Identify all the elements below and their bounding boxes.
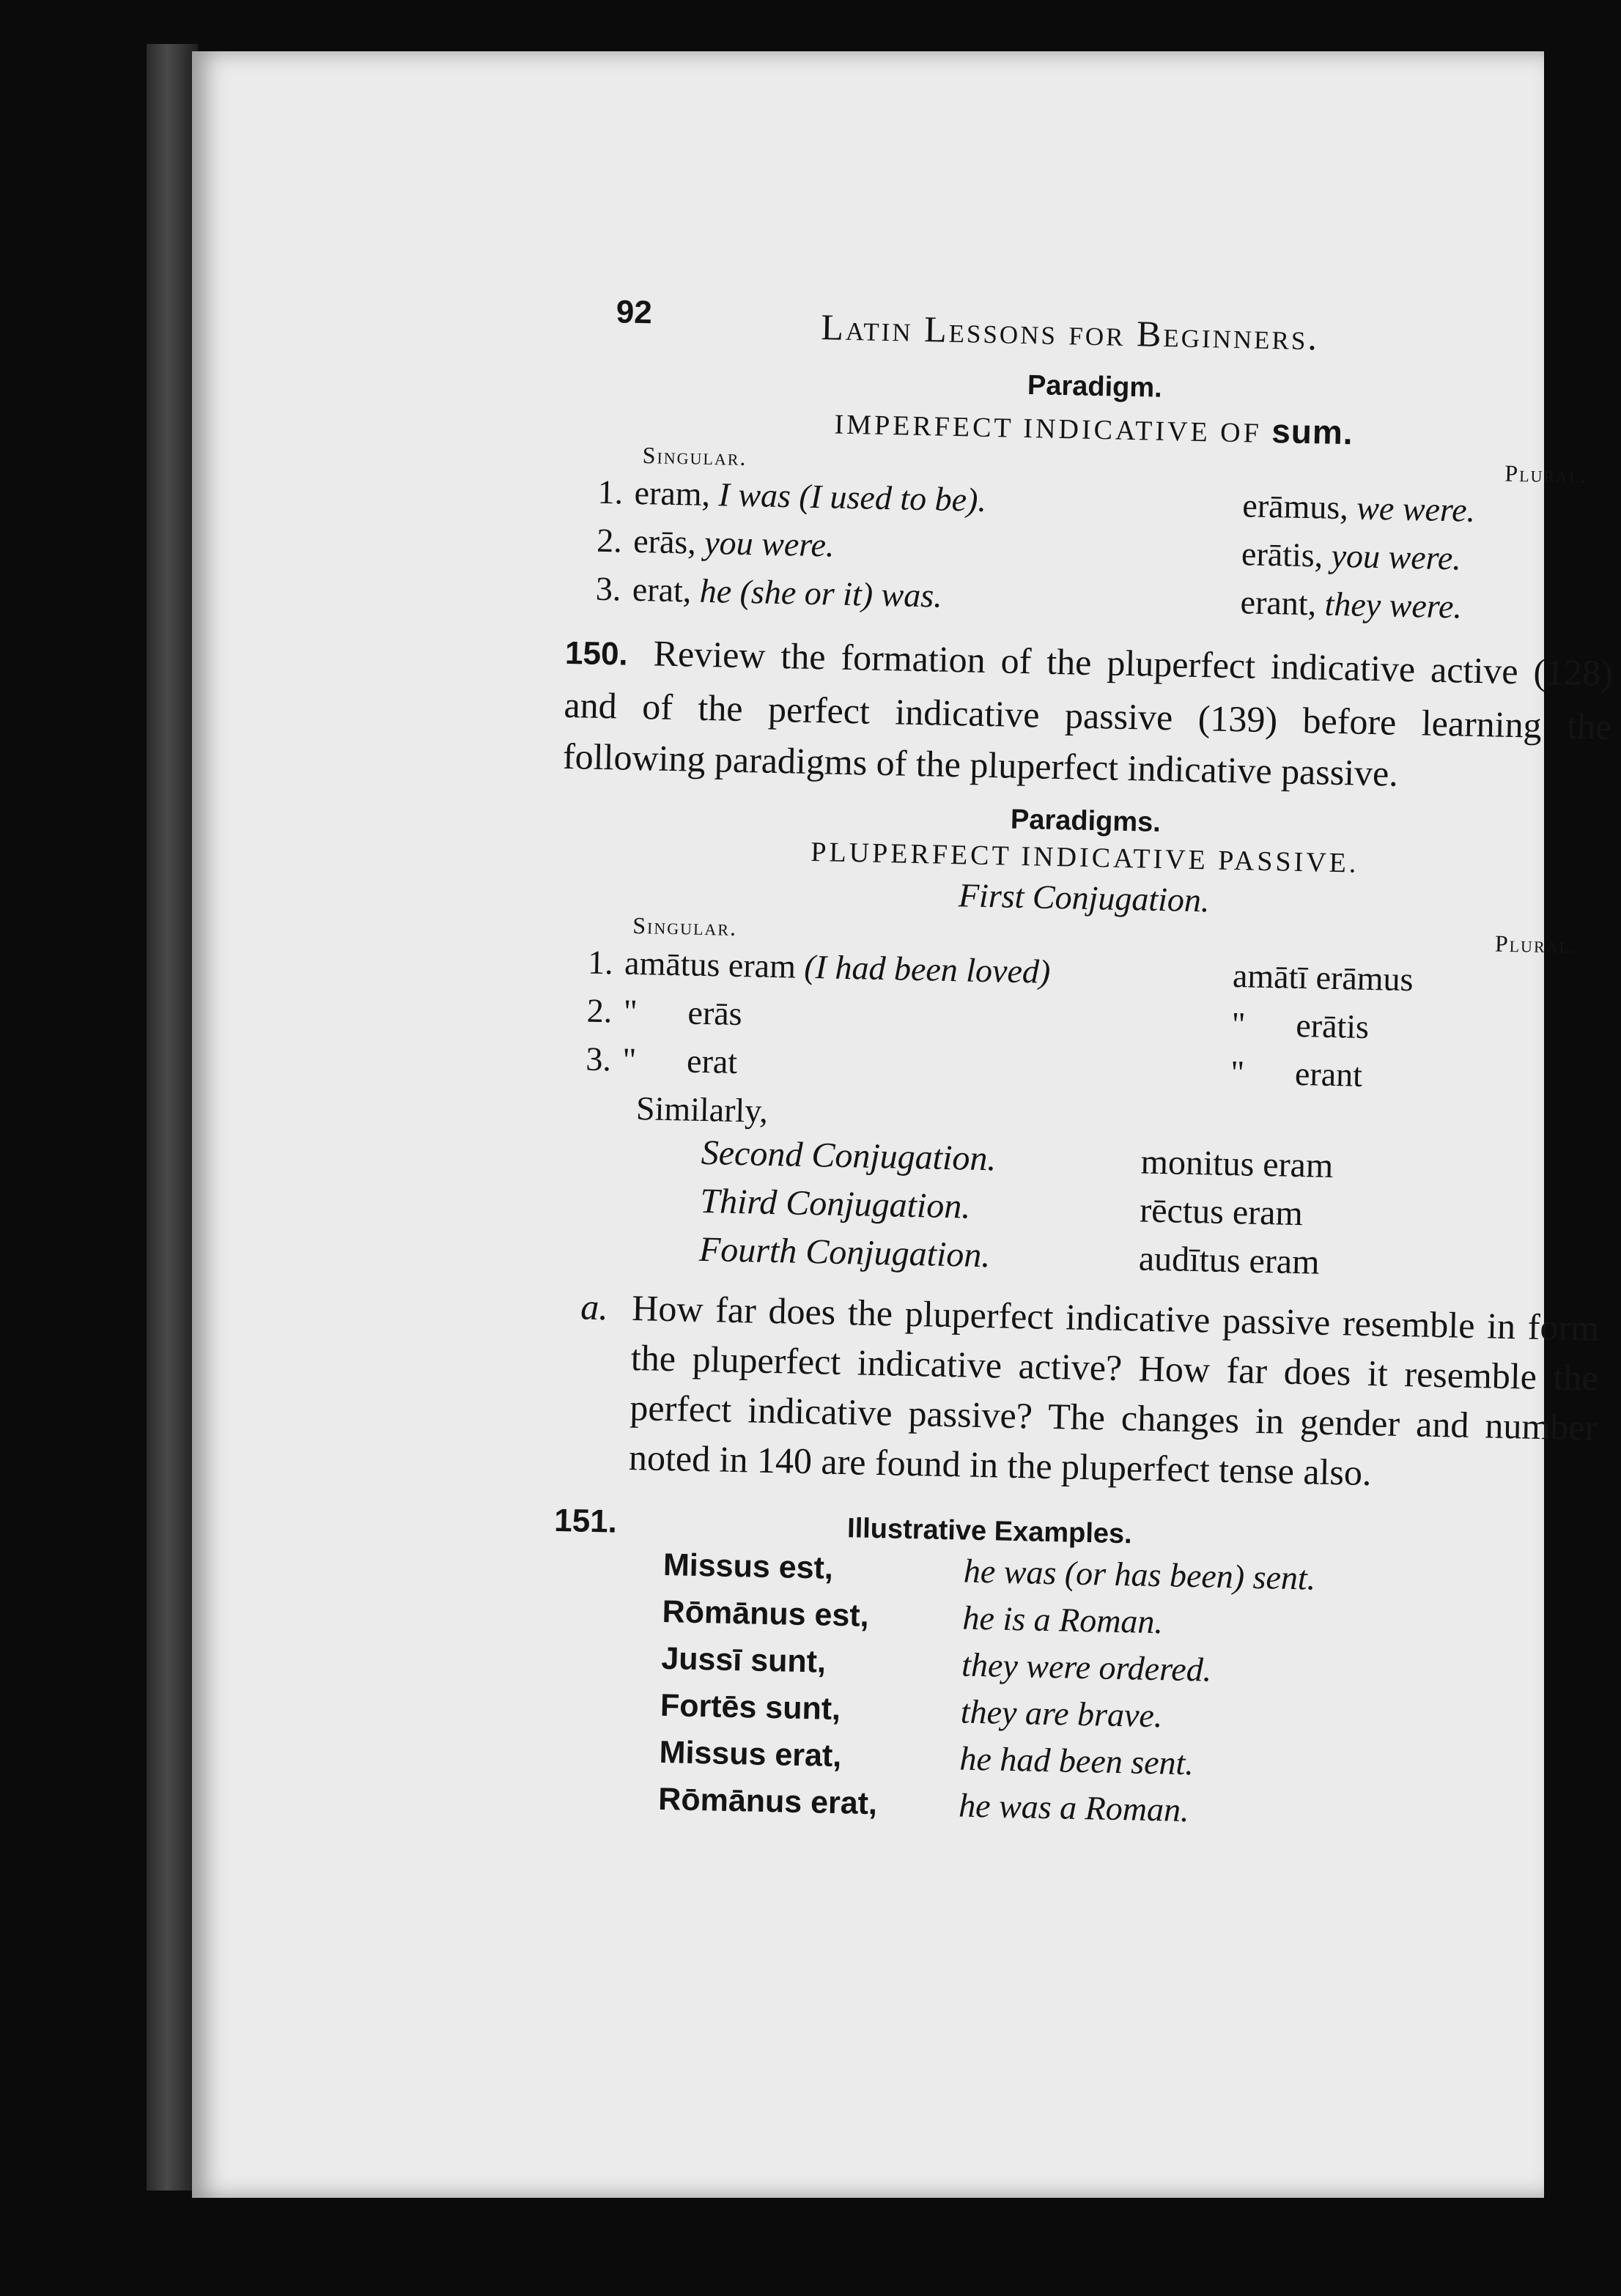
example-english: they were ordered. [961,1645,1212,1689]
example-english: he had been sent. [959,1739,1194,1782]
singular-english: (I had been loved) [803,947,1051,990]
row-number: 3. [595,569,621,608]
plural-form [1240,578,1614,634]
singular-english: you were. [704,523,835,564]
note-letter: a. [580,1286,609,1328]
singular-label-2: Singular. [632,911,738,941]
book-spine-edge [147,44,198,2191]
singular-latin: eram, [634,473,711,513]
example-latin: Rōmānus est, [662,1593,870,1634]
example-english: they are brave. [960,1692,1163,1735]
example-english: he was a Roman. [958,1786,1190,1829]
conjugation-list [552,1126,1603,1293]
plural-form [1242,481,1617,538]
plural-form: " erant [1230,1053,1363,1094]
singular-english: he (she or it) was. [699,571,943,615]
book-page [192,51,1614,2198]
example-english: he is a Roman. [962,1599,1164,1641]
row-number: 1. [587,943,614,982]
paradigms-subtitle: First Conjugation. [958,876,1210,919]
conjugation-name: Second Conjugation. [701,1133,997,1179]
plural-label: Plural. [1504,459,1588,489]
similarly-label: Similarly, [635,1089,769,1130]
section-number: 150. [564,634,629,673]
paradigms-heading: Paradigms. [1010,804,1162,838]
conjugation-form: rēctus eram [1139,1190,1304,1234]
example-latin: Jussī sunt, [660,1640,827,1680]
plural-english: we were. [1356,489,1476,529]
row-number: 2. [586,991,613,1030]
plural-form: amātī erāmus [1232,957,1414,999]
row-number: 1. [597,473,624,511]
singular-label: Singular. [642,442,747,471]
plural-latin: erātis, [1241,535,1323,574]
illustrative-examples-title: Illustrative Examples. [846,1513,1133,1550]
example-latin: Missus est, [662,1547,834,1586]
paradigm-title-word: sum. [1271,412,1354,452]
section-number-151: 151. [553,1502,618,1540]
running-head [572,271,1621,374]
note-text: How far does the pluperfect indicative passive resemble in form the pluperfect indicative active? How far does it resemble the perfect indicative passive? The changes in gender and number noted in 140 are found in the pluperfect tense also. [628,1286,1600,1494]
section-text: Review the formation of the pluperfect indicative active (128) and of the perfect indicative passive (139) before learning the following paradigms of the pluperfect indicative passive. [562,632,1614,794]
plural-english: you were. [1331,536,1462,577]
singular-latin: erat, [632,570,692,610]
paradigm-rows-2 [556,938,1607,1105]
example-english: he was (or has been) sent. [963,1552,1316,1597]
singular-english: I was (I used to be). [718,475,987,519]
conjugation-name: Fourth Conjugation. [698,1229,991,1275]
conjugation-form: monitus eram [1140,1142,1334,1185]
page-number: 92 [616,294,653,331]
examples-list [541,1539,1595,1843]
singular-latin: " erat [621,1040,738,1081]
singular-latin: erās, [632,522,697,561]
row-number: 2. [596,521,623,560]
example-latin: Rōmānus erat, [657,1781,878,1822]
paradigm-title-text: IMPERFECT INDICATIVE OF [834,409,1263,449]
section-150 [562,626,1613,804]
note-a [547,1281,1599,1503]
paradigm-heading: Paradigm. [1027,370,1163,404]
conjugation-form: audītus eram [1138,1239,1321,1282]
plural-latin: erant, [1240,583,1317,623]
row-number: 3. [585,1040,612,1078]
plural-label-2: Plural. [1494,930,1578,958]
conjugation-name: Third Conjugation. [699,1181,971,1226]
book-title: Latin Lessons for Beginners. [820,306,1320,358]
paradigm-rows [566,467,1617,634]
example-latin: Fortēs sunt, [660,1687,841,1727]
paradigms-title: PLUPERFECT INDICATIVE PASSIVE. [810,836,1359,879]
singular-latin: amātus eram [624,944,797,985]
page-content [541,271,1621,1842]
plural-form [1241,530,1615,586]
plural-latin: erāmus, [1241,486,1349,527]
plural-form: " erātis [1231,1005,1370,1045]
plural-english: they were. [1324,585,1463,626]
singular-latin: " erās [623,992,743,1033]
example-latin: Missus erat, [659,1734,842,1774]
